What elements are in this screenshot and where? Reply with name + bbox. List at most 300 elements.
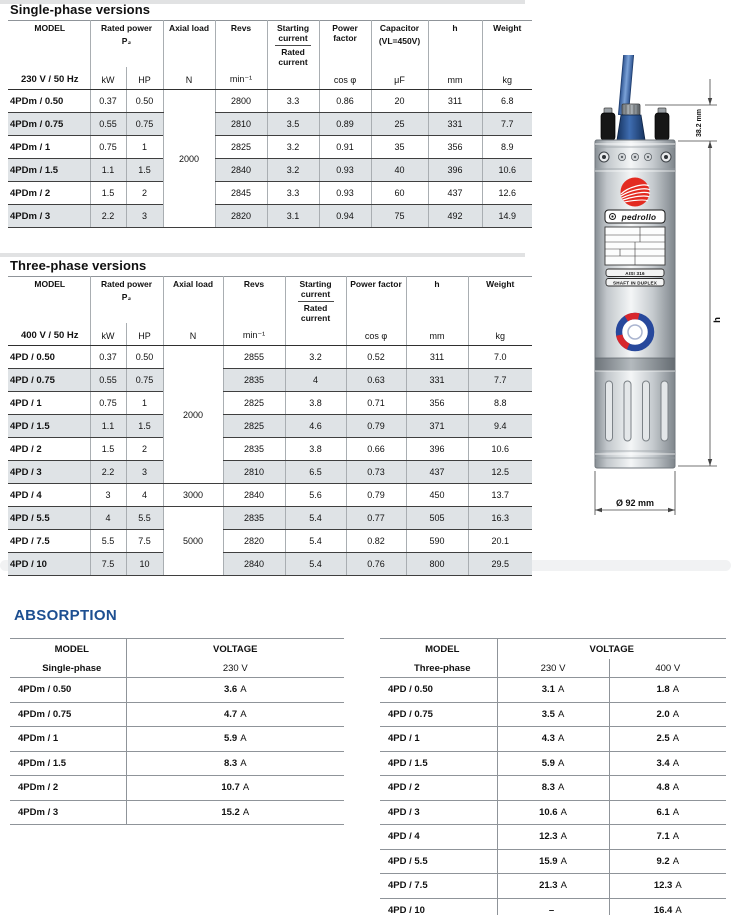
table-row [8,461,532,484]
amp-value: 10.6 [539,806,558,818]
table-row [10,776,344,801]
model-cell: 4PD / 0.50 [380,678,497,703]
voltage-230: 230 V [497,659,609,678]
data-cell: 2810 [215,113,267,136]
data-cell: 356 [428,136,482,159]
amp-cell [497,898,609,915]
col-voltage: VOLTAGE [497,639,726,660]
starting-current-label: Starting current [276,23,310,43]
amp-cell [497,874,609,899]
unit-kw: kW [90,323,126,346]
unit-mm: mm [428,67,482,90]
p2-label: P₂ [121,291,132,302]
amp-cell [126,678,344,703]
data-cell: 0.55 [90,113,126,136]
data-cell: 7.7 [482,113,532,136]
data-cell: 0.91 [319,136,371,159]
data-cell: 2845 [215,182,267,205]
data-cell: 12.6 [482,182,532,205]
amp-unit: A [672,684,680,696]
unit-min: min⁻¹ [223,323,285,346]
amp-unit: A [672,708,680,720]
amp-value: 8.3 [223,757,238,769]
model-cell: 4PD / 1 [8,392,90,415]
terminal-right [655,108,669,140]
data-cell: 5.4 [285,507,346,530]
table-row [380,702,726,727]
amp-unit: A [672,757,680,769]
data-cell: 311 [428,90,482,113]
amp-unit: A [557,708,565,720]
model-cell: 4PD / 0.75 [380,702,497,727]
table-row [8,415,532,438]
aisi-badge-text: AISI 316 [625,270,645,276]
model-cell: 4PD / 1 [380,727,497,752]
col-weight: Weight [468,277,532,324]
data-cell: 3.5 [267,113,319,136]
data-cell: 2 [126,438,163,461]
unit-empty [267,67,319,90]
data-cell: 4 [90,507,126,530]
data-cell: 0.75 [90,392,126,415]
amp-value: 5.9 [223,733,238,745]
col-rated-power [90,277,163,324]
amp-value: 4.7 [223,708,238,720]
data-cell: 0.75 [126,113,163,136]
fraction-line [275,45,311,46]
amp-value: – [548,904,555,915]
data-cell: 20 [371,90,428,113]
phase-label: Three-phase [380,659,497,678]
amp-value: 8.3 [541,782,555,794]
data-cell: 2835 [223,369,285,392]
amp-value: 2.5 [656,733,670,745]
data-cell: 3.2 [267,159,319,182]
header-row [10,639,344,660]
model-cell: 4PDm / 1 [8,136,90,159]
amp-value: 3.1 [541,684,555,696]
amp-unit: A [675,904,682,915]
data-cell: 3.1 [267,205,319,228]
amp-cell [609,849,726,874]
data-cell: 40 [371,159,428,182]
unit-kg: kg [482,67,532,90]
col-h: h [406,277,468,324]
unit-mm: mm [406,323,468,346]
data-cell: 10 [126,553,163,576]
amp-unit: A [560,855,567,867]
unit-hp: HP [126,323,163,346]
amp-unit: A [560,806,567,818]
top-dimension-label: 38.2 mm [696,108,703,138]
three-phase-title: Three-phase versions [10,258,147,273]
phase-label: Single-phase [10,659,126,678]
data-cell: 356 [406,392,468,415]
amp-cell [497,825,609,850]
data-cell: 5.4 [285,553,346,576]
amp-cell [497,751,609,776]
amp-value: 3.4 [656,757,670,769]
model-cell: 4PD / 5.5 [8,507,90,530]
amp-cell [497,800,609,825]
amp-cell [126,702,344,727]
data-cell: 5.5 [90,530,126,553]
current-ratio [293,280,339,323]
single-phase-table [8,20,532,228]
col-model: MODEL [34,23,66,33]
amp-value: 9.2 [656,855,670,867]
model-cell: 4PD / 2 [8,438,90,461]
data-cell: 2.2 [90,461,126,484]
data-cell: 10.6 [482,159,532,182]
table-row [8,507,532,530]
amp-cell [609,776,726,801]
amp-cell [497,849,609,874]
data-cell: 1.1 [90,159,126,182]
table-row [8,136,532,159]
table-row [380,727,726,752]
model-cell: 4PD / 0.50 [8,346,90,369]
data-cell: 3 [90,484,126,507]
table-row [380,800,726,825]
data-cell: 2835 [223,507,285,530]
header-row [8,277,532,324]
data-cell: 7.5 [90,553,126,576]
model-cell: 4PDm / 1 [10,727,126,752]
data-cell: 0.50 [126,90,163,113]
table-row [8,182,532,205]
rating-plate [605,227,665,265]
subheader-row [10,659,344,678]
data-cell: 1.5 [90,438,126,461]
data-cell: 2835 [223,438,285,461]
table-row [10,702,344,727]
amp-cell [609,702,726,727]
data-cell: 0.75 [126,369,163,392]
unit-n: N [163,67,215,90]
section-divider [0,253,525,257]
data-cell: 4.6 [285,415,346,438]
unit-cos: cos φ [346,323,406,346]
three-phase-section [8,258,532,576]
col-capacitor [371,21,428,68]
single-phase-title: Single-phase versions [10,2,151,17]
amp-unit: A [672,806,680,818]
data-cell: 1 [126,136,163,159]
col-model: MODEL [54,643,89,655]
data-cell: 3.3 [267,182,319,205]
amp-value: 15.2 [221,806,240,818]
amp-cell [126,727,344,752]
data-cell: 3.2 [267,136,319,159]
data-cell: 2820 [223,530,285,553]
data-cell: 0.93 [319,159,371,182]
table-row [8,113,532,136]
data-cell: 2.2 [90,205,126,228]
amp-unit: A [560,831,567,843]
amp-cell [609,874,726,899]
model-cell: 4PD / 3 [380,800,497,825]
data-cell: 331 [406,369,468,392]
body-joint [595,358,675,371]
amp-value: 2.0 [656,708,670,720]
data-cell: 2800 [215,90,267,113]
amp-unit: A [240,684,247,696]
data-cell: 1.5 [126,415,163,438]
capacitor-label: Capacitor [379,23,420,33]
col-h: h [428,21,482,68]
amp-cell [609,898,726,915]
header-row [8,21,532,68]
col-voltage: VOLTAGE [126,639,344,660]
amp-unit: A [672,782,680,794]
unit-cos: cos φ [319,67,371,90]
data-cell: 16.3 [468,507,532,530]
amp-cell [126,776,344,801]
axial-load-cell: 5000 [163,507,223,576]
data-cell: 6.5 [285,461,346,484]
data-cell: 4 [126,484,163,507]
single-phase-body [8,90,532,228]
table-row [380,751,726,776]
amp-value: 21.3 [539,880,558,892]
unit-n: N [163,323,223,346]
unit-hp: HP [126,67,163,90]
data-cell: 0.50 [126,346,163,369]
data-cell: 505 [406,507,468,530]
data-cell: 0.66 [346,438,406,461]
amp-unit: A [242,806,250,818]
data-cell: 25 [371,113,428,136]
axial-load-cell: 2000 [163,346,223,484]
data-cell: 5.5 [126,507,163,530]
model-cell: 4PD / 0.75 [8,369,90,392]
model-cell: 4PDm / 1.5 [10,751,126,776]
amp-value: 3.6 [223,684,238,696]
absorption-single-table [10,638,344,825]
table-row [8,392,532,415]
data-cell: 4 [285,369,346,392]
data-cell: 450 [406,484,468,507]
absorption-three-section [380,638,726,915]
data-cell: 29.5 [468,553,532,576]
data-cell: 0.82 [346,530,406,553]
col-starting-current [267,21,319,68]
table-row [10,727,344,752]
table-row [8,90,532,113]
data-cell: 0.37 [90,90,126,113]
data-cell: 75 [371,205,428,228]
diameter-label: Ø 92 mm [615,498,655,508]
amp-cell [497,702,609,727]
data-cell: 8.8 [468,392,532,415]
data-cell: 1 [126,392,163,415]
motor-drawing [560,55,731,525]
data-cell: 2825 [223,415,285,438]
data-cell: 2855 [223,346,285,369]
data-cell: 20.1 [468,530,532,553]
data-cell: 13.7 [468,484,532,507]
amp-unit: A [672,855,680,867]
amp-cell [497,727,609,752]
model-cell: 4PD / 1.5 [8,415,90,438]
p2-label: P₂ [121,35,132,46]
header-row [380,639,726,660]
data-cell: 0.77 [346,507,406,530]
voltage-frequency: 400 V / 50 Hz [8,323,90,346]
data-cell: 7.0 [468,346,532,369]
amp-value: 7.1 [656,831,670,843]
col-revs: Revs [215,21,267,68]
table-row [8,205,532,228]
model-cell: 4PD / 1.5 [380,751,497,776]
three-phase-body [8,346,532,576]
data-cell: 371 [406,415,468,438]
model-cell: 4PD / 5.5 [380,849,497,874]
rated-power-label: Rated power [101,23,153,33]
data-cell: 396 [428,159,482,182]
unit-kw: kW [90,67,126,90]
amp-cell [497,678,609,703]
data-cell: 3 [126,461,163,484]
data-cell: 396 [406,438,468,461]
data-cell: 0.73 [346,461,406,484]
subheader-row [380,659,726,678]
data-cell: 1.1 [90,415,126,438]
col-axial-load: Axial load [163,277,223,324]
table-row [8,484,532,507]
data-cell: 3.2 [285,346,346,369]
brand-label [605,210,665,223]
amp-cell [609,727,726,752]
data-cell: 2840 [223,484,285,507]
model-cell: 4PD / 7.5 [380,874,497,899]
data-cell: 437 [428,182,482,205]
voltage-400: 400 V [609,659,726,678]
model-cell: 4PDm / 0.50 [8,90,90,113]
amp-unit: A [557,757,565,769]
model-cell: 4PDm / 0.75 [8,113,90,136]
data-cell: 60 [371,182,428,205]
table-row [10,751,344,776]
table-row [8,369,532,392]
model-cell: 4PD / 10 [380,898,497,915]
amp-value: 12.3 [539,831,558,843]
data-cell: 2840 [215,159,267,182]
amp-value: 3.5 [541,708,555,720]
amp-value: 4.8 [656,782,670,794]
axial-load-cell: 2000 [163,90,215,228]
unit-uf: μF [371,67,428,90]
table-row [380,849,726,874]
table-row [380,678,726,703]
data-cell: 12.5 [468,461,532,484]
data-cell: 5.6 [285,484,346,507]
col-model: MODEL [425,643,460,655]
amp-value: 1.8 [656,684,670,696]
units-row [8,323,532,346]
amp-unit: A [557,733,565,745]
data-cell: 8.9 [482,136,532,159]
unit-kg: kg [468,323,532,346]
col-axial-load: Axial load [163,21,215,68]
amp-value: 16.4 [653,904,673,915]
data-cell: 0.63 [346,369,406,392]
data-cell: 2820 [215,205,267,228]
single-phase-section [8,2,532,228]
amp-cell [609,678,726,703]
h-dimension-label: h [712,317,723,323]
data-cell: 7.7 [468,369,532,392]
data-cell: 1.5 [90,182,126,205]
amp-unit: A [675,880,682,892]
amp-cell [609,825,726,850]
data-cell: 0.93 [319,182,371,205]
data-cell: 0.75 [90,136,126,159]
model-cell: 4PD / 2 [380,776,497,801]
data-cell: 0.94 [319,205,371,228]
data-cell: 0.79 [346,415,406,438]
model-cell: 4PD / 10 [8,553,90,576]
amp-value: 5.9 [541,757,555,769]
amp-unit: A [672,733,680,745]
unit-empty [285,323,346,346]
amp-unit: A [240,733,247,745]
diameter-dimension [595,471,675,515]
current-ratio [270,24,316,67]
shaft-badge-text: SHAFT IN DUPLEX [612,280,658,286]
rated-power-label: Rated power [101,279,153,289]
table-row [10,678,344,703]
absorption-title: ABSORPTION [14,607,118,624]
data-cell: 2825 [215,136,267,159]
table-row [8,346,532,369]
data-cell: 311 [406,346,468,369]
model-cell: 4PDm / 0.75 [10,702,126,727]
table-row [8,530,532,553]
model-cell: 4PD / 4 [380,825,497,850]
starting-current-label: Starting current [299,279,332,299]
col-model: MODEL [34,279,66,289]
data-cell: 2840 [223,553,285,576]
model-cell: 4PDm / 0.50 [10,678,126,703]
data-cell: 331 [428,113,482,136]
table-row [380,898,726,915]
fraction-line [298,301,334,302]
table-row [8,438,532,461]
amp-value: 12.3 [653,880,673,892]
data-cell: 0.37 [90,346,126,369]
amp-cell [126,751,344,776]
amp-value: 15.9 [539,855,558,867]
terminal-left [601,108,615,140]
table-row [8,553,532,576]
data-cell: 0.76 [346,553,406,576]
model-cell: 4PDm / 2 [8,182,90,205]
data-cell: 0.89 [319,113,371,136]
data-cell: 35 [371,136,428,159]
data-cell: 2810 [223,461,285,484]
data-cell: 2 [126,182,163,205]
col-rated-power [90,21,163,68]
data-cell: 5.4 [285,530,346,553]
amp-cell [497,776,609,801]
unit-min: min⁻¹ [215,67,267,90]
motor-figure [560,55,731,525]
table-row [380,874,726,899]
data-cell: 9.4 [468,415,532,438]
amp-unit: A [672,831,680,843]
